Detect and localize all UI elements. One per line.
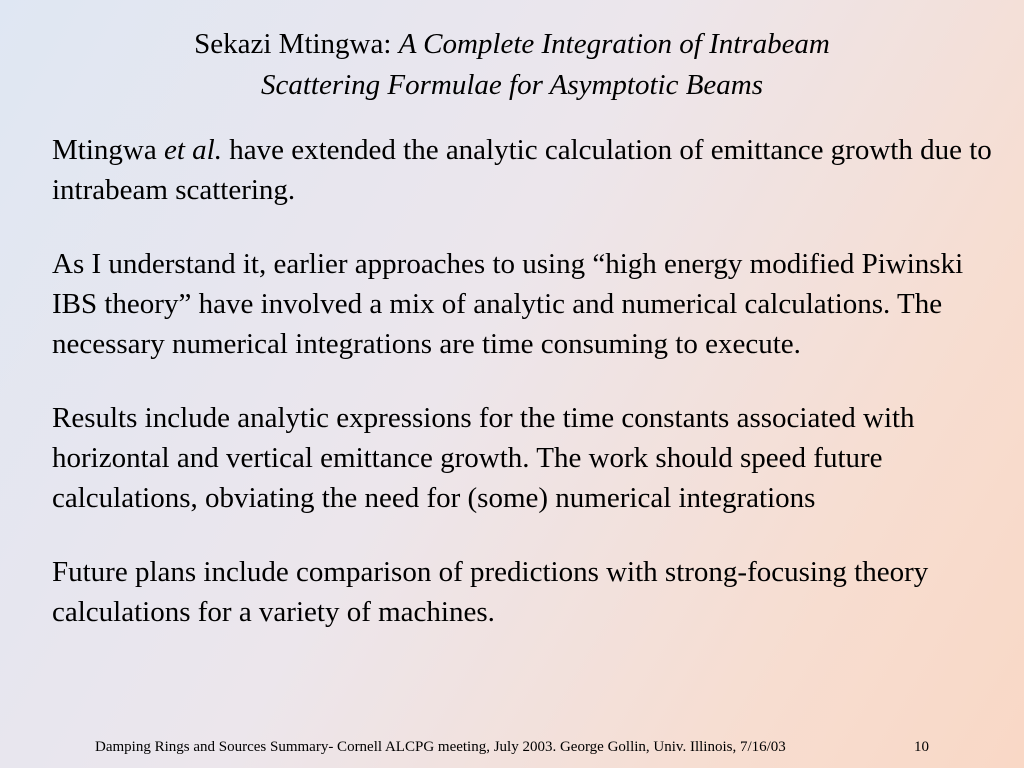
slide-body [52, 130, 992, 666]
paragraph-2: As I understand it, earlier approaches to using “high energy modified Piwinski IBS theory” have involved a mix of analytic and numerical calculations. The necessary numerical integrations are time consuming to execute. [52, 248, 964, 360]
paragraph-1 [52, 130, 992, 210]
paragraph-1-start: Mtingwa [52, 134, 164, 166]
paragraph-1-rest: have extended the analytic calculation of emittance growth due to intrabeam scattering. [52, 134, 992, 206]
footer-text: Damping Rings and Sources Summary- Cornell ALCPG meeting, July 2003. George Gollin, Univ. Illinois, 7/16/03 [95, 739, 786, 755]
title-italic-line-1: A Complete Integration of Intrabeam [398, 28, 830, 60]
paragraph-4: Future plans include comparison of predictions with strong-focusing theory calculations for a variety of machines. [52, 556, 929, 628]
paragraph-3: Results include analytic expressions for the time constants associated with horizontal and vertical emittance growth. The work should speed future calculations, obviating the need for (some) numerical integrations [52, 402, 915, 514]
title-line-1 [0, 24, 1024, 65]
page-number: 10 [914, 739, 929, 755]
paragraph-1-italic: et al. [163, 134, 222, 166]
title-italic-line-2: Scattering Formulae for Asymptotic Beams [260, 69, 764, 101]
title-author: Sekazi Mtingwa: [194, 28, 399, 60]
slide-title [0, 24, 1024, 106]
